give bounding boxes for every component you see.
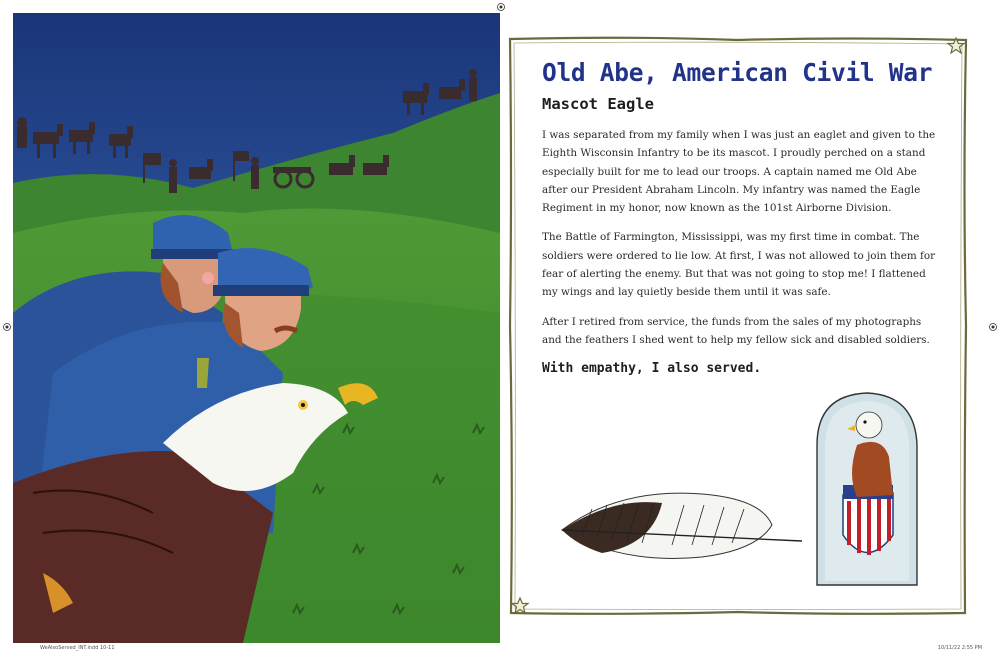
page-title: Old Abe, American Civil War xyxy=(542,58,933,87)
closing-line: With empathy, I also served. xyxy=(542,361,762,377)
eagle-under-glass-dome-icon xyxy=(817,393,917,585)
text-column xyxy=(542,58,942,376)
body-paragraph: I was separated from my family when I was just an eaglet and given to the Eighth Wisconsin Infantry to be its mascot. I proudly perched on a stand especially built for me to lead our troops. A captain named me Old Abe after our President Abraham Lincoln. My infantry was named the Eagle Regiment in my honor, now known as the 101st Airborne Division. xyxy=(542,129,936,215)
corner-star-icon xyxy=(512,598,528,613)
print-slug-left: WeAlsoServed_INT.indd 10-11 xyxy=(40,645,115,651)
page-subtitle: Mascot Eagle xyxy=(542,95,654,113)
registration-mark-icon xyxy=(2,322,12,332)
artifacts-illustration xyxy=(542,385,952,595)
print-slug-right: 10/11/22 2:55 PM xyxy=(937,645,982,651)
body-paragraph: After I retired from service, the funds from the sales of my photographs and the feathers I shed went to help my fellow sick and disabled soldiers. xyxy=(542,315,930,346)
body-paragraph: The Battle of Farmington, Mississippi, was my first time in combat. The soldiers were ordered to lie low. At first, I was not allowed to join them for fear of alerting the enemy. But that was not going to stop me! I flattened my wings and lay quietly beside them until it was safe. xyxy=(542,231,936,299)
illustration-soldiers-and-eagle xyxy=(13,13,500,643)
registration-mark-icon xyxy=(496,2,506,12)
feather-icon xyxy=(562,493,802,558)
registration-mark-icon xyxy=(988,322,998,332)
